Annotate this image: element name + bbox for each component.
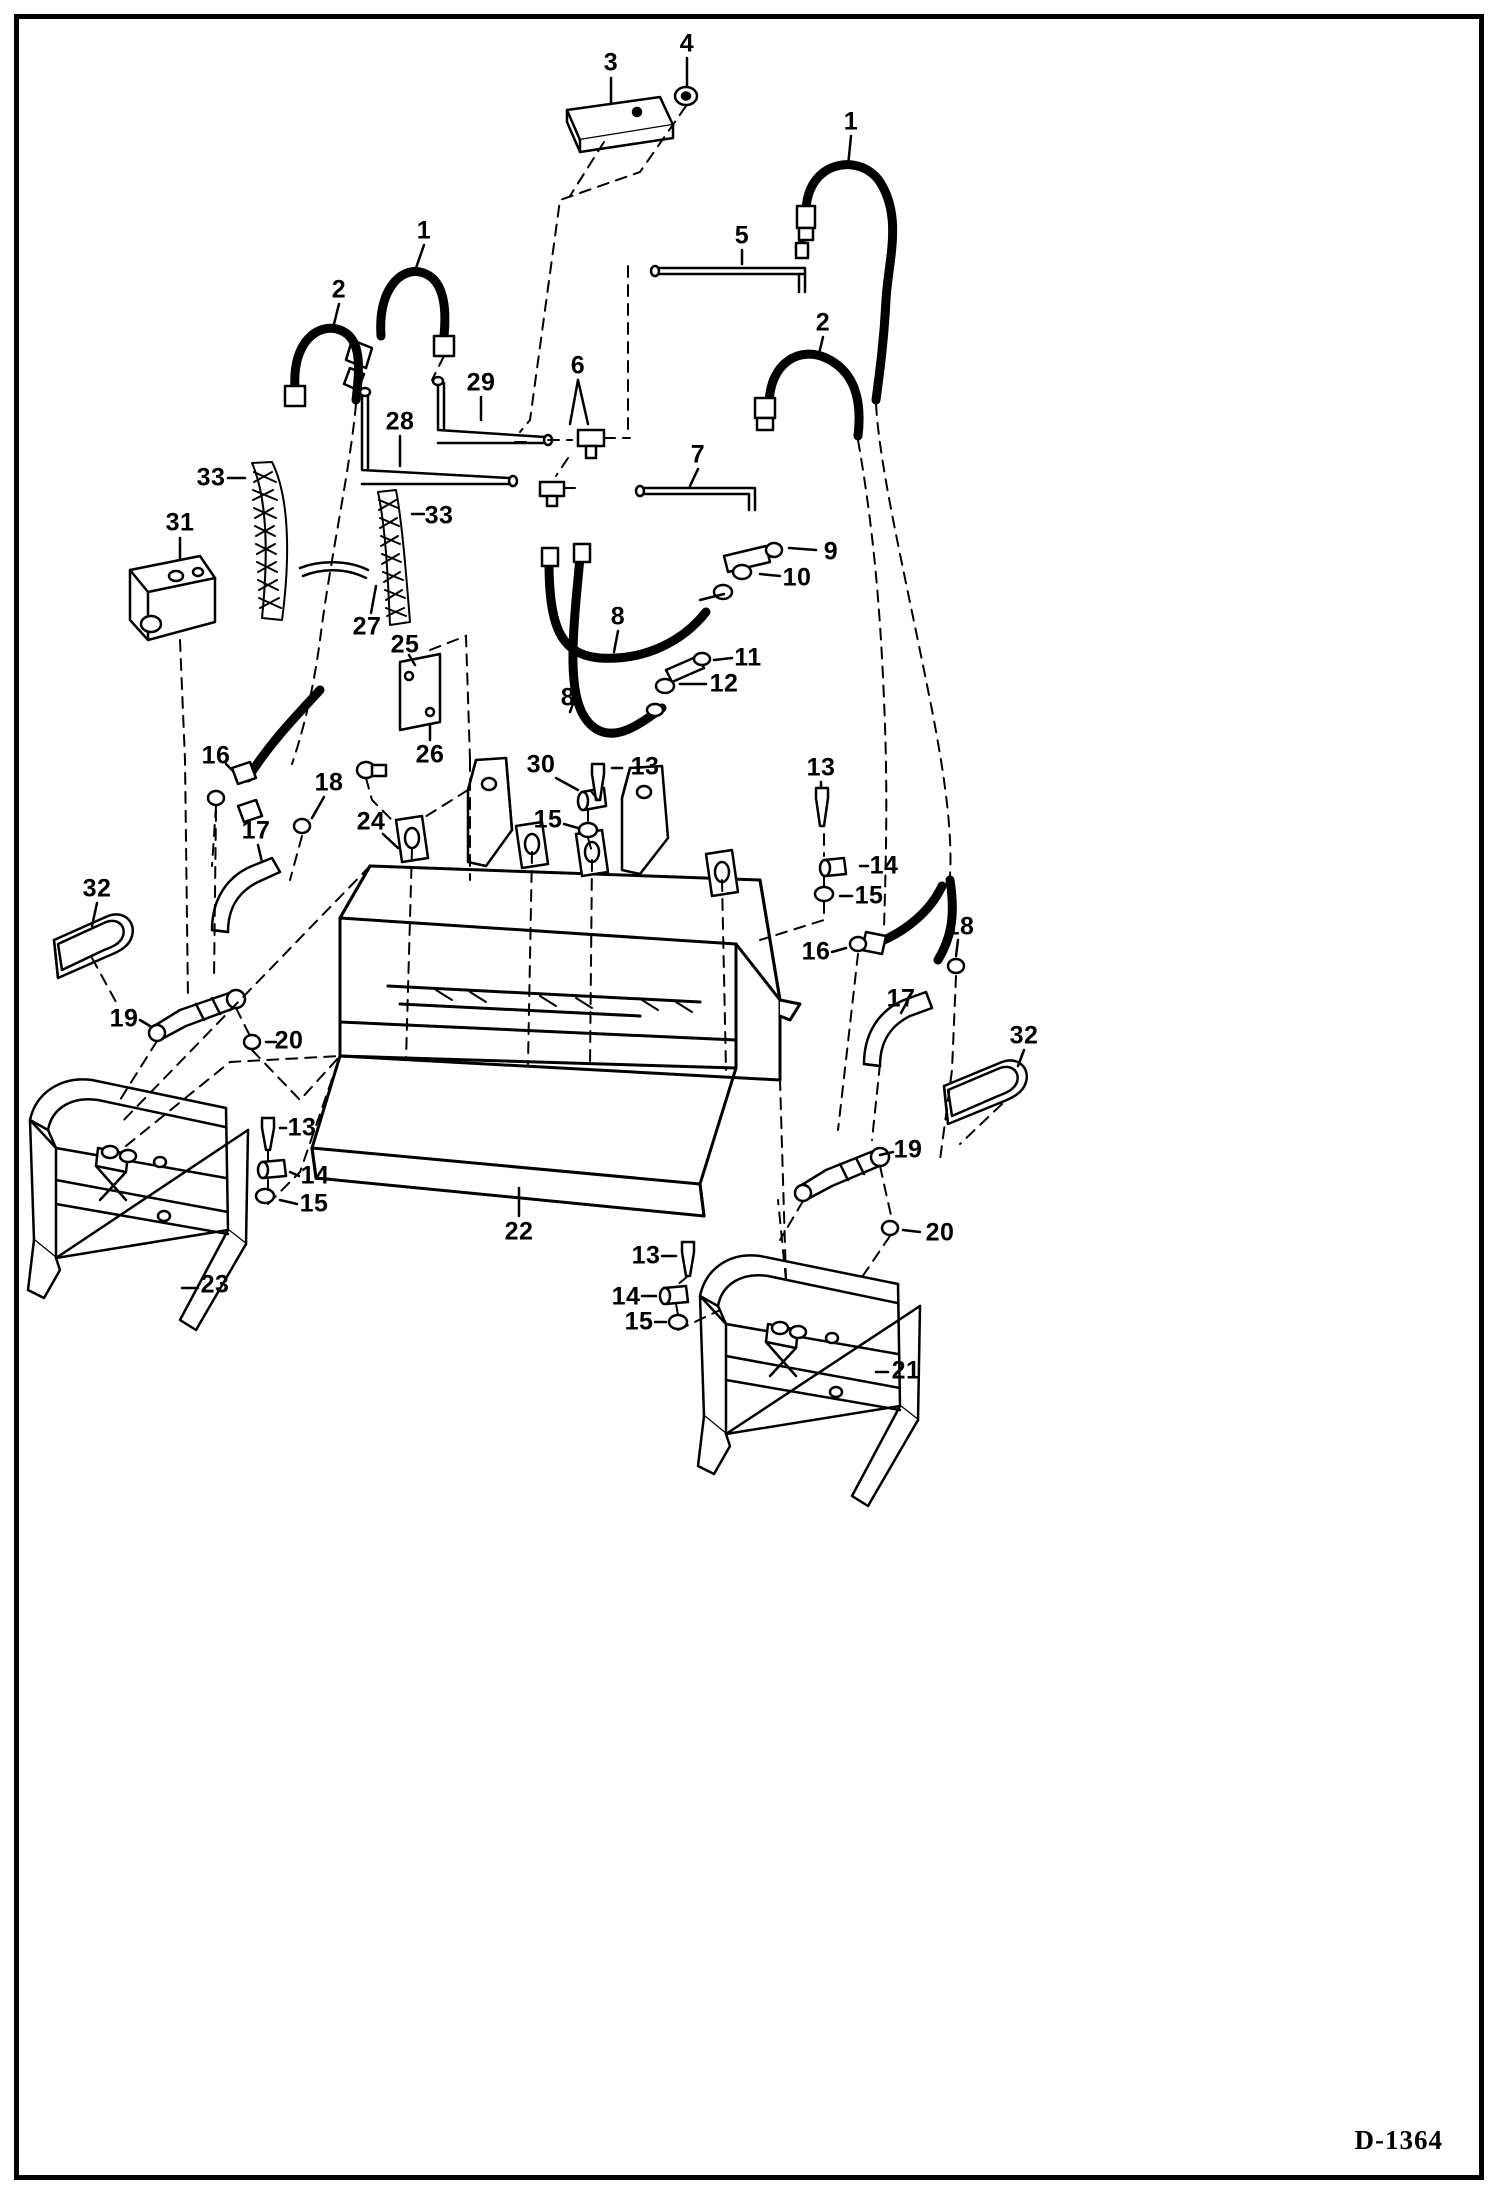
- drawing-number: D-1364: [1354, 2125, 1443, 2155]
- part-washer-15-center: [579, 823, 597, 837]
- part-hose-guard-33-right: [378, 490, 410, 625]
- callout-8b: 8: [560, 683, 576, 712]
- part-hose-8-fittings: [542, 544, 590, 566]
- callout-10: 10: [782, 563, 812, 592]
- part-bolt-4: [675, 87, 697, 105]
- part-pin-14-right: [820, 858, 846, 876]
- part-fitting-16-left: [232, 762, 256, 784]
- part-pin-20-left: [244, 1035, 260, 1049]
- callout-15b: 15: [854, 881, 884, 910]
- callout-14a: 14: [869, 851, 899, 880]
- part-pin-20-right: [882, 1221, 898, 1235]
- callout-26: 26: [415, 740, 445, 769]
- part-bolt-13-right-lower: [682, 1242, 694, 1276]
- callout-20a: 20: [274, 1026, 304, 1055]
- part-bracket-3: [567, 97, 673, 152]
- callout-8a: 8: [610, 602, 626, 631]
- callout-29: 29: [466, 368, 496, 397]
- part-hose-2-right-fitting: [755, 398, 775, 430]
- callout-1b: 1: [416, 216, 432, 245]
- part-bolt-13-left-lower: [262, 1118, 274, 1150]
- part-mount-frame-21: [698, 1255, 920, 1506]
- part-bolt-26: [357, 762, 386, 778]
- callout-18a: 18: [314, 768, 344, 797]
- callout-20b: 20: [925, 1218, 955, 1247]
- part-fitting-12: [647, 679, 674, 716]
- callout-3: 3: [603, 48, 619, 77]
- part-bucket-22: [312, 866, 800, 1216]
- part-fitting-9: [724, 543, 782, 572]
- callout-31: 31: [165, 508, 195, 537]
- callout-15d: 15: [624, 1307, 654, 1336]
- callout-14b: 14: [300, 1161, 330, 1190]
- part-fitting-10: [700, 565, 751, 600]
- callout-11: 11: [734, 643, 762, 672]
- callout-17a: 17: [241, 816, 271, 845]
- callout-12: 12: [709, 669, 739, 698]
- part-hose-1-right: [806, 165, 893, 400]
- part-fitting-16-right: [850, 932, 886, 954]
- part-pin-14-right-lower: [660, 1286, 688, 1304]
- callout-2a: 2: [331, 275, 347, 304]
- part-hose-16-left: [248, 690, 320, 778]
- callout-16b: 16: [801, 937, 831, 966]
- callout-13d: 13: [631, 1241, 661, 1270]
- part-fitting-11: [666, 653, 710, 682]
- callout-33a: 33: [196, 463, 226, 492]
- part-hose-2-right: [769, 354, 859, 436]
- part-pin-14-left-lower: [258, 1160, 286, 1178]
- part-hose-1-right-fitting: [797, 206, 815, 240]
- callout-14c: 14: [611, 1282, 641, 1311]
- callout-32b: 32: [1009, 1021, 1039, 1050]
- part-hose-guard-33-left: [252, 462, 287, 620]
- callout-30: 30: [526, 750, 556, 779]
- part-hose-2-left-fitting: [285, 386, 305, 406]
- part-washer-15-right: [815, 887, 833, 901]
- callout-5: 5: [734, 221, 750, 250]
- callout-18b: 18: [945, 912, 975, 941]
- part-handle-17-left: [212, 858, 280, 932]
- part-tube-5: [651, 242, 808, 292]
- callout-27: 27: [352, 612, 382, 641]
- callout-9: 9: [823, 537, 839, 566]
- callout-2b: 2: [815, 308, 831, 337]
- callout-33b: 33: [424, 501, 454, 530]
- part-u-bolt-32-right: [944, 1060, 1027, 1124]
- part-hose-16-right: [884, 886, 942, 940]
- part-connector-27: [300, 562, 368, 578]
- part-tube-7: [636, 486, 755, 510]
- callout-13b: 13: [806, 753, 836, 782]
- callout-13a: 13: [630, 752, 660, 781]
- part-valve-block-31: [130, 556, 215, 640]
- callout-25: 25: [390, 630, 420, 659]
- callout-13c: 13: [287, 1113, 317, 1142]
- part-plate-25: [400, 654, 440, 730]
- callout-17b: 17: [886, 984, 916, 1013]
- part-cylinder-19-right: [795, 1148, 889, 1201]
- callout-1a: 1: [843, 107, 859, 136]
- callout-21: 21: [891, 1356, 921, 1385]
- part-bolt-13-right: [816, 788, 828, 826]
- callout-15a: 15: [533, 805, 563, 834]
- part-fitting-18-right: [948, 959, 964, 973]
- callout-24: 24: [356, 807, 386, 836]
- callout-6: 6: [570, 351, 586, 380]
- callout-32a: 32: [82, 874, 112, 903]
- callout-16a: 16: [201, 741, 231, 770]
- callout-19b: 19: [893, 1135, 923, 1164]
- callout-22: 22: [504, 1217, 534, 1246]
- callout-23: 23: [200, 1270, 230, 1299]
- callout-28: 28: [385, 407, 415, 436]
- part-cylinder-19-left: [149, 990, 245, 1041]
- callout-7: 7: [690, 440, 706, 469]
- callout-15c: 15: [299, 1189, 329, 1218]
- part-hose-1-left: [381, 272, 445, 336]
- callout-19a: 19: [109, 1004, 139, 1033]
- callout-4: 4: [679, 29, 695, 58]
